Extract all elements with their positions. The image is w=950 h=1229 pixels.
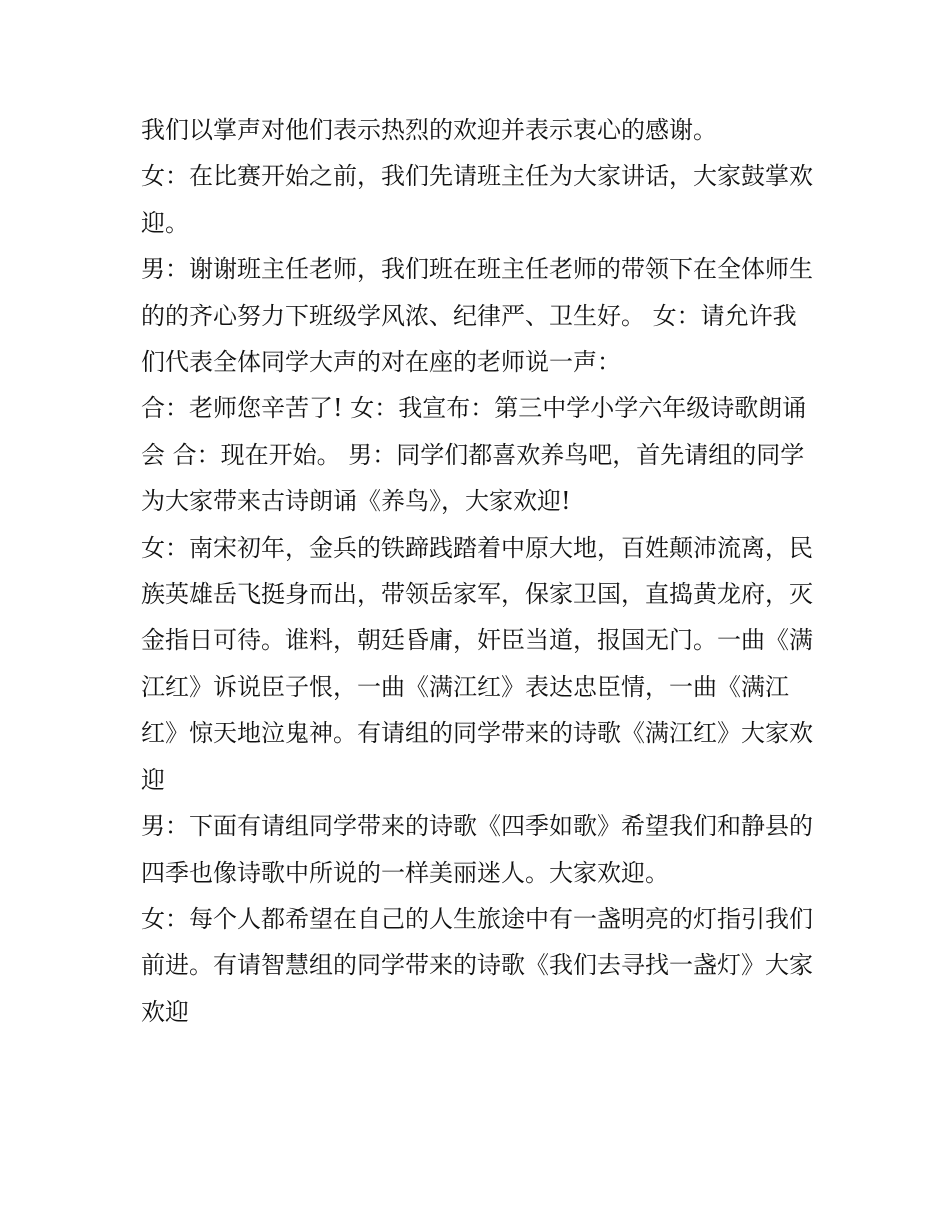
paragraph-7: 女：每个人都希望在自己的人生旅途中有一盏明亮的灯指引我们前进。有请智慧组的同学带来的诗歌《我们去寻找一盏灯》大家欢迎: [141, 904, 813, 1026]
paragraph-4: 合：老师您辛苦了! 女：我宣布：第三中学小学六年级诗歌朗诵会 合：现在开始。 男：同学们都喜欢养鸟吧，首先请组的同学为大家带来古诗朗诵《养鸟》，大家欢迎!: [141, 394, 807, 516]
paragraph-5: 女：南宋初年，金兵的铁蹄践踏着中原大地，百姓颠沛流离，民族英雄岳飞挺身而出，带领岳家军，保家卫国，直捣黄龙府，灭金指日可待。谁料，朝廷昏庸，奸臣当道，报国无门。一曲《满江红》诉说臣子恨，一曲《满江红》表达忠臣情，一曲《满江红》惊天地泣鬼神。有请组的同学带来的诗歌《满江红》大家欢迎: [141, 533, 813, 794]
paragraph-1: 我们以掌声对他们表示热烈的欢迎并表示衷心的感谢。: [141, 116, 717, 144]
paragraph-2: 女：在比赛开始之前，我们先请班主任为大家讲话，大家鼓掌欢迎。: [141, 162, 813, 237]
paragraph-6: 男：下面有请组同学带来的诗歌《四季如歌》希望我们和静县的四季也像诗歌中所说的一样美丽迷人。大家欢迎。: [141, 812, 813, 887]
document-body: [141, 107, 813, 1035]
paragraph-3: 男：谢谢班主任老师，我们班在班主任老师的带领下在全体师生的的齐心努力下班级学风浓、纪律严、卫生好。 女：请允许我们代表全体同学大声的对在座的老师说一声：: [141, 255, 813, 377]
